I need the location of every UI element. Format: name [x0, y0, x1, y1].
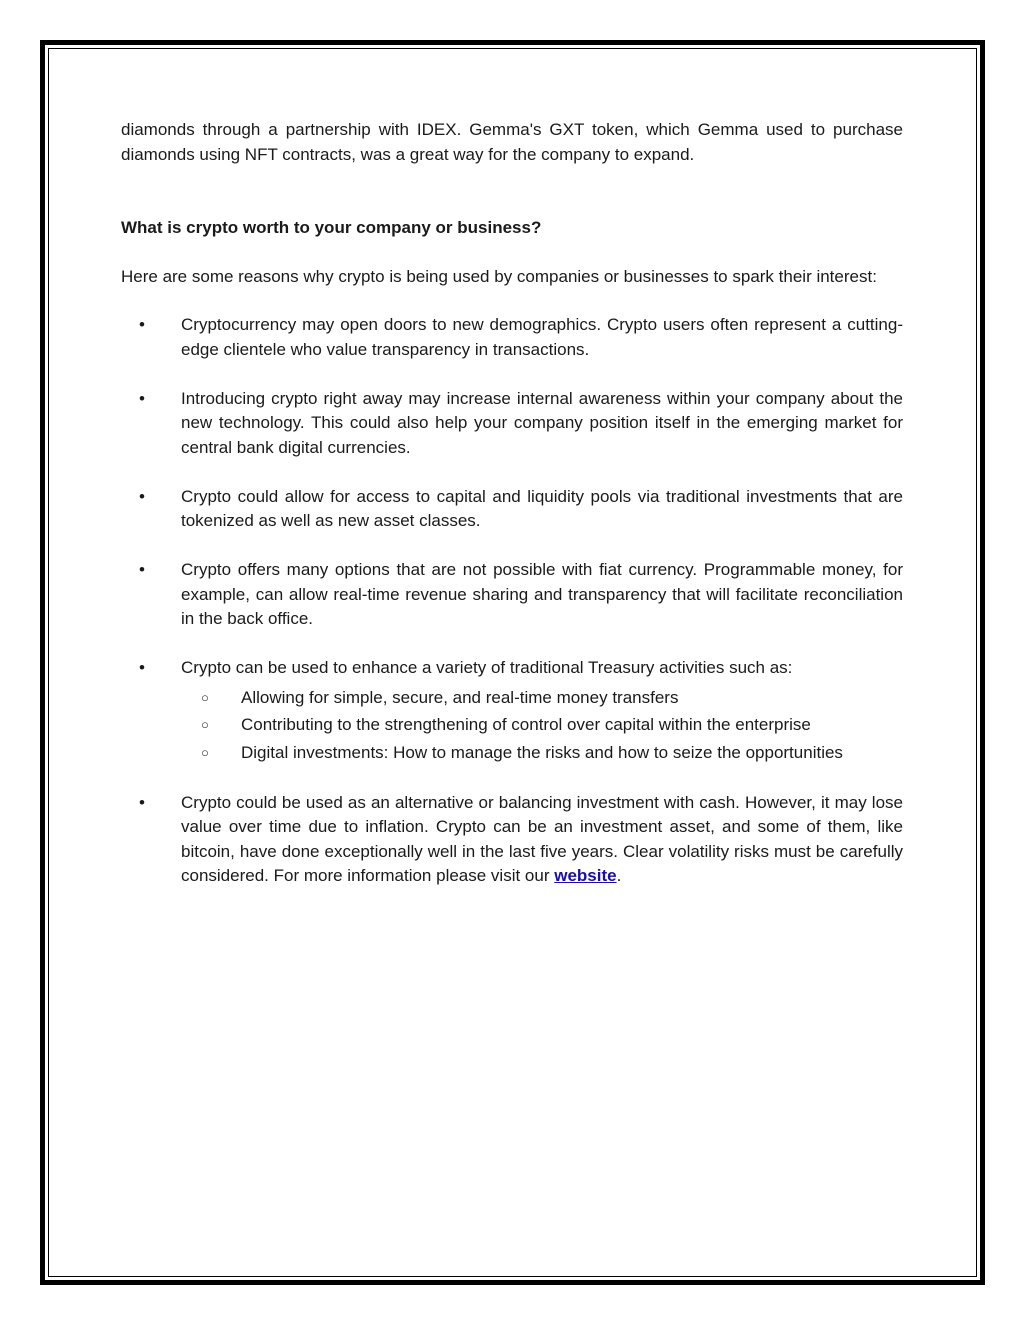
intro-paragraph: diamonds through a partnership with IDEX. Gemma's GXT token, which Gemma used to purchase diamonds using NFT contracts, was a great way for the company to expand. [121, 120, 903, 164]
treasury-sublist [181, 684, 903, 767]
list-item [121, 485, 903, 534]
bullet-icon: • [139, 388, 145, 408]
list-item-text: Crypto offers many options that are not possible with fiat currency. Programmable money, for example, can allow real-time revenue sharing and transparency that will facilitate reconciliation in the back office. [181, 560, 903, 628]
list-item [121, 313, 903, 362]
bullet-icon: • [139, 792, 145, 812]
circle-bullet-icon: ○ [201, 744, 209, 760]
list-item-text: Cryptocurrency may open doors to new demographics. Crypto users often represent a cutting-edge clientele who value transparency in transactions. [181, 315, 903, 359]
document-body [121, 118, 903, 913]
list-item-text: Crypto can be used to enhance a variety of traditional Treasury activities such as: [181, 658, 793, 677]
sub-list-item-text: Allowing for simple, secure, and real-time money transfers [241, 687, 679, 707]
list-item [121, 791, 903, 889]
lead-paragraph: Here are some reasons why crypto is being used by companies or businesses to spark their interest: [121, 266, 877, 286]
reasons-list [121, 313, 903, 889]
list-item-text [181, 791, 903, 889]
sub-list-item-text: Contributing to the strengthening of control over capital within the enterprise [241, 715, 811, 734]
list-item-text: Crypto could allow for access to capital and liquidity pools via traditional investments that are tokenized as well as new asset classes. [181, 486, 903, 530]
section-heading: What is crypto worth to your company or business? [121, 218, 542, 237]
list-item [121, 558, 903, 632]
list-item [121, 656, 903, 766]
bullet-icon: • [139, 658, 145, 677]
list-item-text: Introducing crypto right away may increase internal awareness within your company about the new technology. This could also help your company position itself in the emerging market for central bank digital currencies. [181, 388, 903, 457]
sub-list-item [181, 711, 903, 739]
circle-bullet-icon: ○ [201, 689, 209, 705]
list-item [121, 387, 903, 461]
list-item-body: Crypto could be used as an alternative or balancing investment with cash. However, it may lose value over time due to inflation. Crypto can be an investment asset, and some of them, like bitcoin, have done exceptionally well in the last five years. Clear volatility risks must be carefully considered. For more information please visit our [181, 792, 903, 885]
sub-list-item [181, 684, 903, 712]
sub-list-item [181, 739, 903, 767]
circle-bullet-icon: ○ [201, 717, 209, 732]
bullet-icon: • [139, 486, 145, 506]
bullet-icon: • [139, 315, 145, 334]
bullet-icon: • [139, 560, 145, 579]
website-link[interactable]: website [554, 866, 617, 885]
trailing-period: . [616, 866, 622, 885]
sub-list-item-text: Digital investments: How to manage the risks and how to seize the opportunities [241, 742, 843, 762]
